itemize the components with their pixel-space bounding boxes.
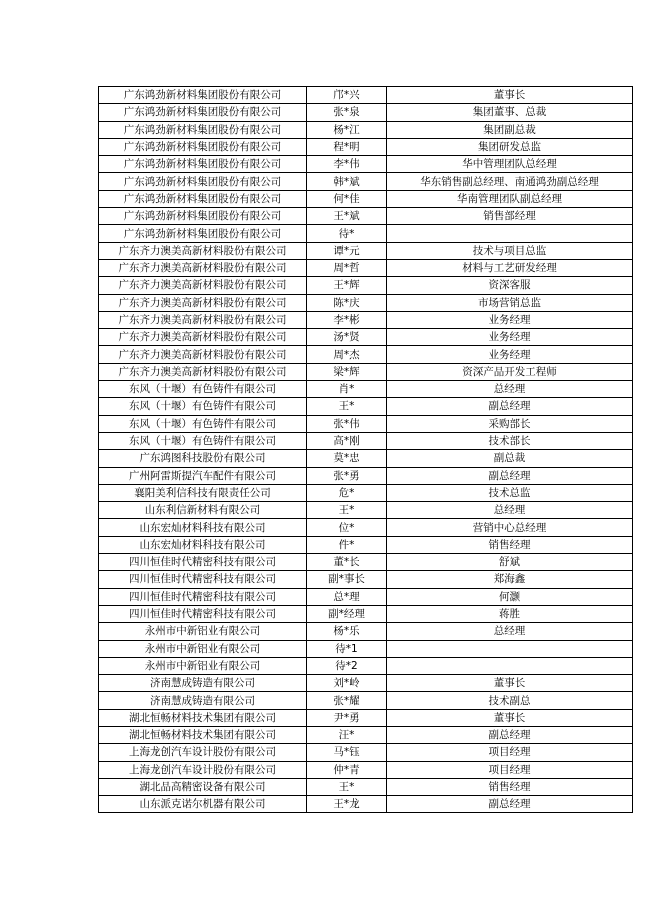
name-cell: 张*耀	[307, 692, 387, 709]
table-row	[99, 121, 633, 138]
table-row	[99, 415, 633, 432]
attendee-table	[98, 86, 633, 813]
title-cell: 华中管理团队总经理	[387, 156, 633, 173]
table-row	[99, 294, 633, 311]
title-cell: 项目经理	[387, 744, 633, 761]
company-cell: 永州市中新铝业有限公司	[99, 623, 307, 640]
title-cell: 采购部长	[387, 415, 633, 432]
name-cell: 张*泉	[307, 104, 387, 121]
name-cell: 李*彬	[307, 311, 387, 328]
table-row	[99, 640, 633, 657]
table-row	[99, 484, 633, 501]
company-cell: 山东派克诺尔机器有限公司	[99, 796, 307, 813]
title-cell: 蒋胜	[387, 605, 633, 622]
attendee-table-body	[99, 87, 633, 813]
title-cell: 总经理	[387, 381, 633, 398]
company-cell: 东风（十堰）有色铸件有限公司	[99, 398, 307, 415]
table-row	[99, 190, 633, 207]
name-cell: 谭*元	[307, 242, 387, 259]
table-row	[99, 726, 633, 743]
table-row	[99, 156, 633, 173]
title-cell: 董事长	[387, 675, 633, 692]
company-cell: 永州市中新铝业有限公司	[99, 657, 307, 674]
name-cell: 仲*青	[307, 761, 387, 778]
name-cell: 周*哲	[307, 259, 387, 276]
name-cell: 待*2	[307, 657, 387, 674]
name-cell: 韩*斌	[307, 173, 387, 190]
name-cell: 危*	[307, 484, 387, 501]
name-cell: 尹*勇	[307, 709, 387, 726]
company-cell: 广东齐力澳美高新材料股份有限公司	[99, 329, 307, 346]
name-cell: 王*	[307, 398, 387, 415]
company-cell: 湖北恒畅材料技术集团有限公司	[99, 726, 307, 743]
title-cell: 总经理	[387, 502, 633, 519]
title-cell: 业务经理	[387, 329, 633, 346]
name-cell: 王*辉	[307, 277, 387, 294]
name-cell: 邝*兴	[307, 87, 387, 104]
table-row	[99, 277, 633, 294]
company-cell: 山东宏灿材料科技有限公司	[99, 536, 307, 553]
name-cell: 何*佳	[307, 190, 387, 207]
company-cell: 广东鸿劲新材料集团股份有限公司	[99, 138, 307, 155]
table-row	[99, 519, 633, 536]
name-cell: 梁*辉	[307, 363, 387, 380]
title-cell: 技术总监	[387, 484, 633, 501]
company-cell: 广东鸿劲新材料集团股份有限公司	[99, 225, 307, 242]
table-row	[99, 467, 633, 484]
company-cell: 东风（十堰）有色铸件有限公司	[99, 381, 307, 398]
table-row	[99, 657, 633, 674]
title-cell: 项目经理	[387, 761, 633, 778]
name-cell: 李*伟	[307, 156, 387, 173]
title-cell	[387, 225, 633, 242]
table-row	[99, 259, 633, 276]
company-cell: 东风（十堰）有色铸件有限公司	[99, 415, 307, 432]
title-cell: 业务经理	[387, 311, 633, 328]
company-cell: 广州阿雷斯提汽车配件有限公司	[99, 467, 307, 484]
company-cell: 广东鸿劲新材料集团股份有限公司	[99, 104, 307, 121]
title-cell: 副总经理	[387, 398, 633, 415]
company-cell: 广东鸿劲新材料集团股份有限公司	[99, 156, 307, 173]
name-cell: 待*	[307, 225, 387, 242]
title-cell: 董事长	[387, 709, 633, 726]
company-cell: 上海龙创汽车设计股份有限公司	[99, 744, 307, 761]
title-cell: 总经理	[387, 623, 633, 640]
name-cell: 周*杰	[307, 346, 387, 363]
table-row	[99, 104, 633, 121]
table-row	[99, 675, 633, 692]
title-cell: 董事长	[387, 87, 633, 104]
title-cell: 资深产品开发工程师	[387, 363, 633, 380]
company-cell: 广东鸿劲新材料集团股份有限公司	[99, 190, 307, 207]
name-cell: 副*经理	[307, 605, 387, 622]
table-row	[99, 605, 633, 622]
title-cell: 副总经理	[387, 467, 633, 484]
company-cell: 广东齐力澳美高新材料股份有限公司	[99, 311, 307, 328]
name-cell: 高*刚	[307, 432, 387, 449]
company-cell: 广东齐力澳美高新材料股份有限公司	[99, 346, 307, 363]
table-row	[99, 692, 633, 709]
company-cell: 广东齐力澳美高新材料股份有限公司	[99, 363, 307, 380]
company-cell: 四川恒佳时代精密科技有限公司	[99, 588, 307, 605]
company-cell: 济南慧成铸造有限公司	[99, 675, 307, 692]
title-cell	[387, 657, 633, 674]
table-row	[99, 796, 633, 813]
company-cell: 广东齐力澳美高新材料股份有限公司	[99, 259, 307, 276]
company-cell: 上海龙创汽车设计股份有限公司	[99, 761, 307, 778]
name-cell: 王*	[307, 778, 387, 795]
title-cell: 销售部经理	[387, 208, 633, 225]
title-cell	[387, 640, 633, 657]
table-row	[99, 554, 633, 571]
name-cell: 位*	[307, 519, 387, 536]
company-cell: 四川恒佳时代精密科技有限公司	[99, 571, 307, 588]
company-cell: 广东鸿劲新材料集团股份有限公司	[99, 87, 307, 104]
table-row	[99, 398, 633, 415]
name-cell: 杨*江	[307, 121, 387, 138]
name-cell: 件*	[307, 536, 387, 553]
name-cell: 肖*	[307, 381, 387, 398]
company-cell: 东风（十堰）有色铸件有限公司	[99, 432, 307, 449]
title-cell: 华南管理团队副总经理	[387, 190, 633, 207]
company-cell: 四川恒佳时代精密科技有限公司	[99, 605, 307, 622]
table-row	[99, 571, 633, 588]
name-cell: 程*明	[307, 138, 387, 155]
table-row	[99, 311, 633, 328]
title-cell: 集团研发总监	[387, 138, 633, 155]
name-cell: 马*钰	[307, 744, 387, 761]
name-cell: 董*长	[307, 554, 387, 571]
name-cell: 总*理	[307, 588, 387, 605]
title-cell: 副总经理	[387, 726, 633, 743]
table-row	[99, 588, 633, 605]
name-cell: 王*龙	[307, 796, 387, 813]
table-row	[99, 87, 633, 104]
table-row	[99, 381, 633, 398]
name-cell: 杨*乐	[307, 623, 387, 640]
table-row	[99, 709, 633, 726]
name-cell: 张*伟	[307, 415, 387, 432]
table-row	[99, 502, 633, 519]
table-row	[99, 536, 633, 553]
company-cell: 济南慧成铸造有限公司	[99, 692, 307, 709]
name-cell: 张*勇	[307, 467, 387, 484]
title-cell: 技术副总	[387, 692, 633, 709]
company-cell: 广东齐力澳美高新材料股份有限公司	[99, 277, 307, 294]
table-row	[99, 225, 633, 242]
name-cell: 王*	[307, 502, 387, 519]
company-cell: 广东鸿劲新材料集团股份有限公司	[99, 121, 307, 138]
company-cell: 山东宏灿材料科技有限公司	[99, 519, 307, 536]
table-row	[99, 346, 633, 363]
name-cell: 待*1	[307, 640, 387, 657]
title-cell: 华东销售副总经理、南通鸿劲副总经理	[387, 173, 633, 190]
table-row	[99, 363, 633, 380]
title-cell: 技术部长	[387, 432, 633, 449]
company-cell: 四川恒佳时代精密科技有限公司	[99, 554, 307, 571]
table-row	[99, 173, 633, 190]
table-row	[99, 208, 633, 225]
name-cell: 王*斌	[307, 208, 387, 225]
title-cell: 销售经理	[387, 536, 633, 553]
name-cell: 副*事长	[307, 571, 387, 588]
company-cell: 湖北恒畅材料技术集团有限公司	[99, 709, 307, 726]
title-cell: 销售经理	[387, 778, 633, 795]
title-cell: 业务经理	[387, 346, 633, 363]
table-row	[99, 138, 633, 155]
company-cell: 襄阳美利信科技有限责任公司	[99, 484, 307, 501]
table-row	[99, 329, 633, 346]
company-cell: 广东鸿劲新材料集团股份有限公司	[99, 173, 307, 190]
company-cell: 广东齐力澳美高新材料股份有限公司	[99, 294, 307, 311]
name-cell: 刘*岭	[307, 675, 387, 692]
company-cell: 广东齐力澳美高新材料股份有限公司	[99, 242, 307, 259]
table-row	[99, 623, 633, 640]
company-cell: 湖北品高精密设备有限公司	[99, 778, 307, 795]
title-cell: 集团董事、总裁	[387, 104, 633, 121]
table-row	[99, 744, 633, 761]
table-row	[99, 761, 633, 778]
name-cell: 陈*庆	[307, 294, 387, 311]
company-cell: 广东鸿劲新材料集团股份有限公司	[99, 208, 307, 225]
company-cell: 山东利信新材料有限公司	[99, 502, 307, 519]
title-cell: 副总裁	[387, 450, 633, 467]
table-row	[99, 778, 633, 795]
title-cell: 舒斌	[387, 554, 633, 571]
title-cell: 材料与工艺研发经理	[387, 259, 633, 276]
name-cell: 汪*	[307, 726, 387, 743]
title-cell: 郑海鑫	[387, 571, 633, 588]
title-cell: 技术与项目总监	[387, 242, 633, 259]
table-row	[99, 450, 633, 467]
table-row	[99, 432, 633, 449]
name-cell: 汤*贤	[307, 329, 387, 346]
title-cell: 集团副总裁	[387, 121, 633, 138]
table-row	[99, 242, 633, 259]
title-cell: 市场营销总监	[387, 294, 633, 311]
title-cell: 资深客服	[387, 277, 633, 294]
title-cell: 副总经理	[387, 796, 633, 813]
title-cell: 何灏	[387, 588, 633, 605]
company-cell: 永州市中新铝业有限公司	[99, 640, 307, 657]
title-cell: 营销中心总经理	[387, 519, 633, 536]
name-cell: 莫*忠	[307, 450, 387, 467]
company-cell: 广东鸿图科技股份有限公司	[99, 450, 307, 467]
